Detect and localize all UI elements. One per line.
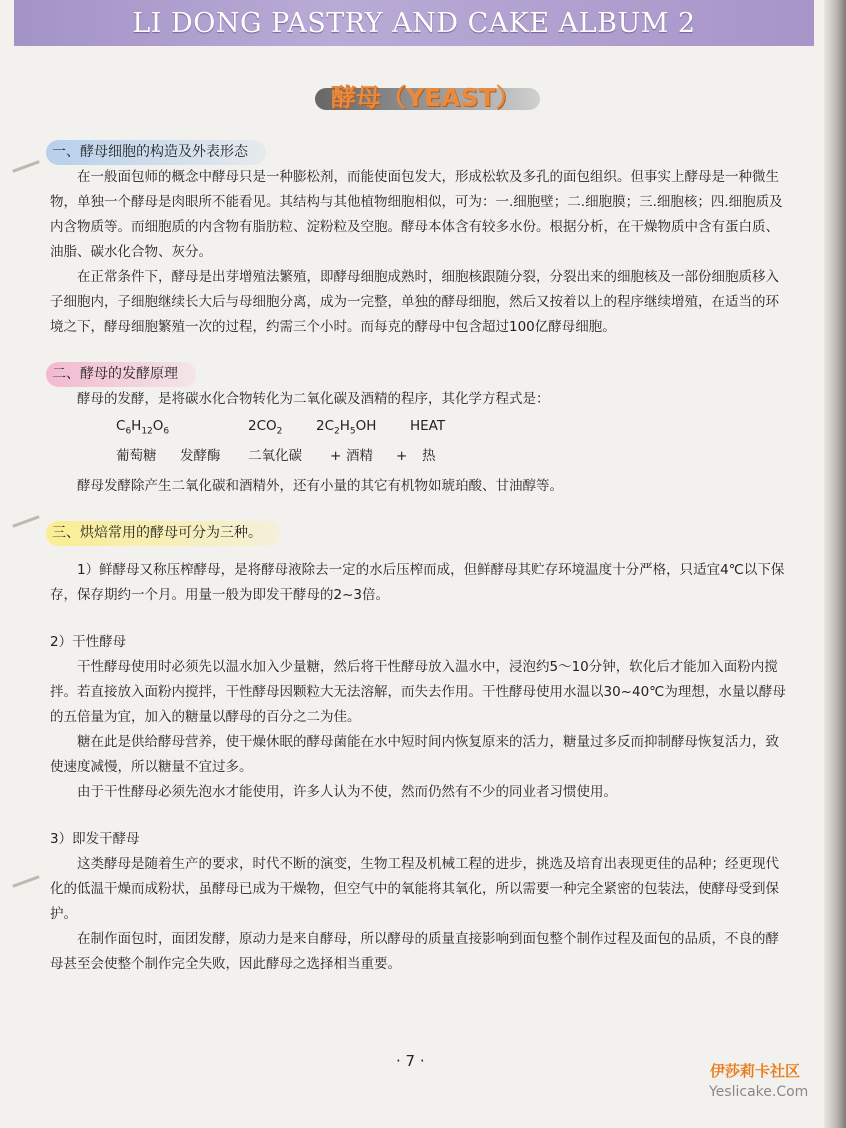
page-number: · 7 ·	[396, 1052, 425, 1070]
subsection-heading: 2）干性酵母	[50, 634, 127, 650]
paragraph: 干性酵母使用时必须先以温水加入少量糖，然后将干性酵母放入温水中，浸泡约5～10分钟，软化后才能加入面粉内搅拌。若直接放入面粉内搅拌，干性酵母因颗粒大无法溶解，而失去作用。干性酵母使用水温以30~40℃为理想，水量以酵母的五倍量为宜，加入的糖量以酵母的百分之二为佳。	[50, 659, 786, 725]
legend-glucose: 葡萄糖	[116, 448, 157, 464]
binding-stitch	[12, 515, 39, 527]
legend-alcohol: 酒精	[346, 448, 373, 464]
paragraph: 这类酵母是随着生产的要求，时代不断的演变，生物工程及机械工程的进步，挑选及培育出表现更佳的品种；经更现代化的低温干燥而成粉状，虽酵母已成为干燥物，但空气中的氧能将其氧化，所以需要一种完全紧密的包装法，使酵母受到保护。	[50, 856, 779, 922]
paragraph: 酵母的发酵，是将碳水化合物转化为二氧化碳及酒精的程序，其化学方程式是：	[77, 391, 550, 407]
formula-co2: $2CO_2$	[248, 418, 283, 437]
paragraph: 在正常条件下，酵母是出芽增殖法繁殖，即酵母细胞成熟时，细胞核跟随分裂，分裂出来的细胞核及一部份细胞质移入子细胞内，子细胞继续长大后与母细胞分离，成为一完整，单独的酵母细胞，然后又按着以上的程序继续增殖，在适当的环境之下，酵母细胞繁殖一次的过程，约需三个小时。而每克的酵母中包含超过100亿酵母细胞。	[50, 269, 779, 335]
watermark-en: Yeslicake.Com	[709, 1084, 809, 1100]
formula-glucose: $C_6H_{12}O_6$	[116, 418, 170, 437]
formula-legend	[50, 444, 790, 472]
binding-stitch	[12, 875, 39, 887]
formula-ethanol: $2C_2H_5OH$	[316, 418, 377, 437]
watermark-cn: 伊莎莉卡社区	[710, 1062, 801, 1080]
chemical-formula	[50, 414, 790, 442]
legend-plus: +	[330, 448, 342, 464]
paragraph: 在一般面包师的概念中酵母只是一种膨松剂，而能使面包发大，形成松软及多孔的面包组织。但事实上酵母是一种微生物，单独一个酵母是肉眼所不能看见。其结构与其他植物细胞相似，可为：一.细胞壁；二.细胞膜；三.细胞核；四.细胞质及内含物质等。而细胞质的内含物有脂肪粒、淀粉粒及空胞。酵母本体含有较多水份。根据分析，在干燥物质中含有蛋白质、油脂、碳水化合物、灰分。	[50, 169, 783, 260]
paragraph: 由于干性酵母必须先泡水才能使用，许多人认为不使，然而仍然有不少的同业者习惯使用。	[77, 784, 617, 800]
page-title: 酵母（YEAST）	[331, 83, 521, 112]
page-binding-edge	[824, 0, 846, 1128]
legend-plus: +	[396, 448, 408, 464]
article-body	[50, 140, 790, 977]
title-block	[305, 74, 545, 114]
paragraph: 酵母发酵除产生二氧化碳和酒精外，还有小量的其它有机物如琥珀酸、甘油醇等。	[77, 478, 563, 494]
legend-co2: 二氧化碳	[248, 448, 302, 464]
paragraph: 1）鲜酵母又称压榨酵母，是将酵母液除去一定的水后压榨而成，但鲜酵母其贮存环境温度十分严格，只适宜4℃以下保存，保存期约一个月。用量一般为即发干酵母的2~3倍。	[50, 562, 785, 603]
section-heading: 二、酵母的发酵原理	[46, 362, 196, 387]
paragraph: 在制作面包时，面团发酵，原动力是来自酵母，所以酵母的质量直接影响到面包整个制作过程及面包的品质，不良的酵母甚至会使整个制作完全失败，因此酵母之选择相当重要。	[50, 931, 779, 972]
subsection-heading: 3）即发干酵母	[50, 831, 140, 847]
section-heading: 一、酵母细胞的构造及外表形态	[46, 140, 266, 165]
legend-heat: 热	[422, 448, 436, 464]
album-banner: LI DONG PASTRY AND CAKE ALBUM 2	[14, 0, 814, 46]
paragraph: 糖在此是供给酵母营养，使干燥休眠的酵母菌能在水中短时间内恢复原来的活力，糖量过多反而抑制酵母恢复活力，致使速度减慢，所以糖量不宜过多。	[50, 734, 779, 775]
formula-heat: HEAT	[410, 418, 446, 434]
legend-enzyme: 发酵酶	[180, 448, 221, 464]
section-heading: 三、烘焙常用的酵母可分为三种。	[46, 521, 280, 546]
binding-stitch	[12, 160, 39, 172]
